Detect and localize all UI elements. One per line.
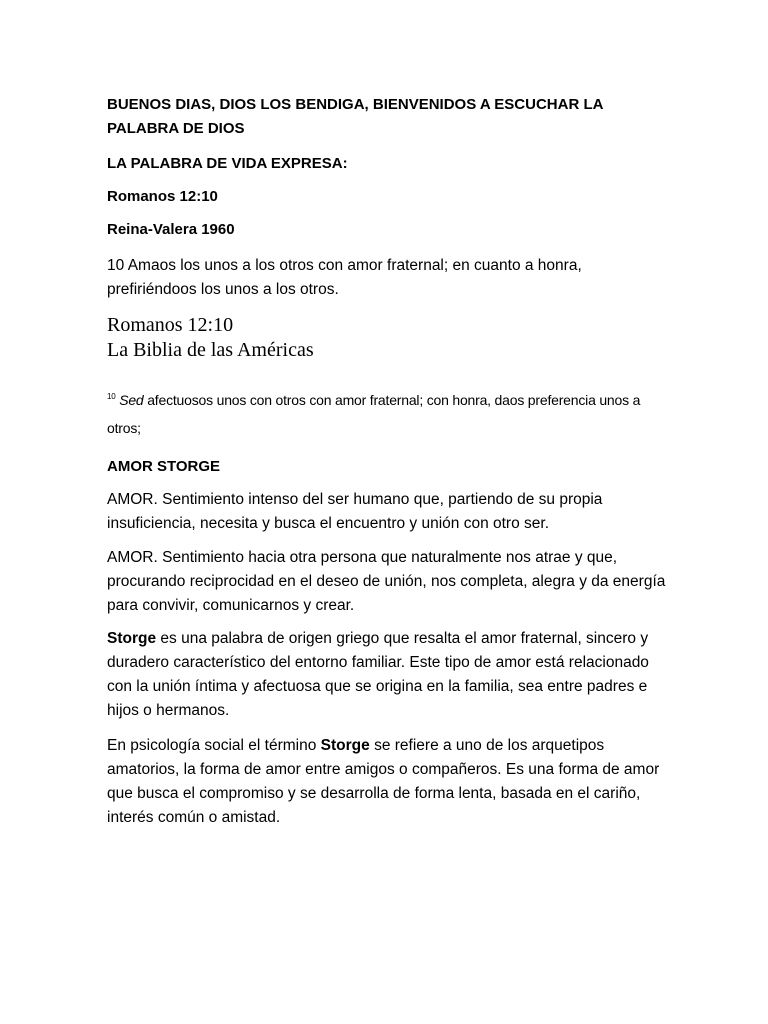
bible-version-rv: Reina-Valera 1960 [107, 221, 235, 238]
psychology-paragraph [107, 734, 667, 830]
verse-number: 10 [107, 257, 125, 274]
storge-paragraph-body: es una palabra de origen griego que resalta el amor fraternal, sincero y duradero característico del entorno familiar. Este tipo de amor está relacionado con la unión íntima y afectuosa que se origina en la familia, sea entre padres e hijos o hermanos. [107, 630, 649, 719]
lbla-title-block [107, 313, 667, 363]
storge-term: Storge [320, 737, 370, 754]
italic-word: Sed [119, 392, 144, 408]
storge-heading: AMOR STORGE [107, 458, 221, 475]
psychology-intro: En psicología social el término [107, 737, 321, 754]
definition-paragraph-1: AMOR. Sentimiento intenso del ser humano que, partiendo de su propia insuficiencia, necesita y busca el encuentro y unión con otro ser. [107, 491, 603, 532]
verse-reference-rv: Romanos 12:10 [107, 188, 218, 205]
intro-heading: LA PALABRA DE VIDA EXPRESA: [107, 155, 348, 172]
verse-number: 10 [107, 392, 116, 401]
greeting-heading: BUENOS DIAS, DIOS LOS BENDIGA, BIENVENIDOS A ESCUCHAR LA PALABRA DE DIOS [107, 96, 603, 137]
definition-paragraph-2: AMOR. Sentimiento hacia otra persona que naturalmente nos atrae y que, procurando reciprocidad en el deseo de unión, nos completa, alegra y da energía para convivir, comunicarnos y crear. [107, 549, 666, 614]
storge-term: Storge [107, 630, 157, 647]
verse-body: Amaos los unos a los otros con amor fraternal; en cuanto a honra, prefiriéndoos los unos a los otros. [107, 257, 582, 298]
verse-reference-lbla: Romanos 12:10 [107, 314, 234, 336]
storge-paragraph [107, 627, 667, 723]
verse-body: afectuosos unos con otros con amor fraternal; con honra, daos preferencia unos a otros; [107, 392, 641, 436]
bible-version-lbla: La Biblia de las Américas [107, 339, 314, 361]
verse-text-rv [107, 254, 667, 302]
psychology-paragraph-body: se refiere a uno de los arquetipos amatorios, la forma de amor entre amigos o compañeros. Es una forma de amor que busca el compromiso y se desarrolla de forma lenta, basada en el cariño, interés común o amistad. [107, 737, 660, 826]
verse-text-lbla [107, 386, 667, 442]
